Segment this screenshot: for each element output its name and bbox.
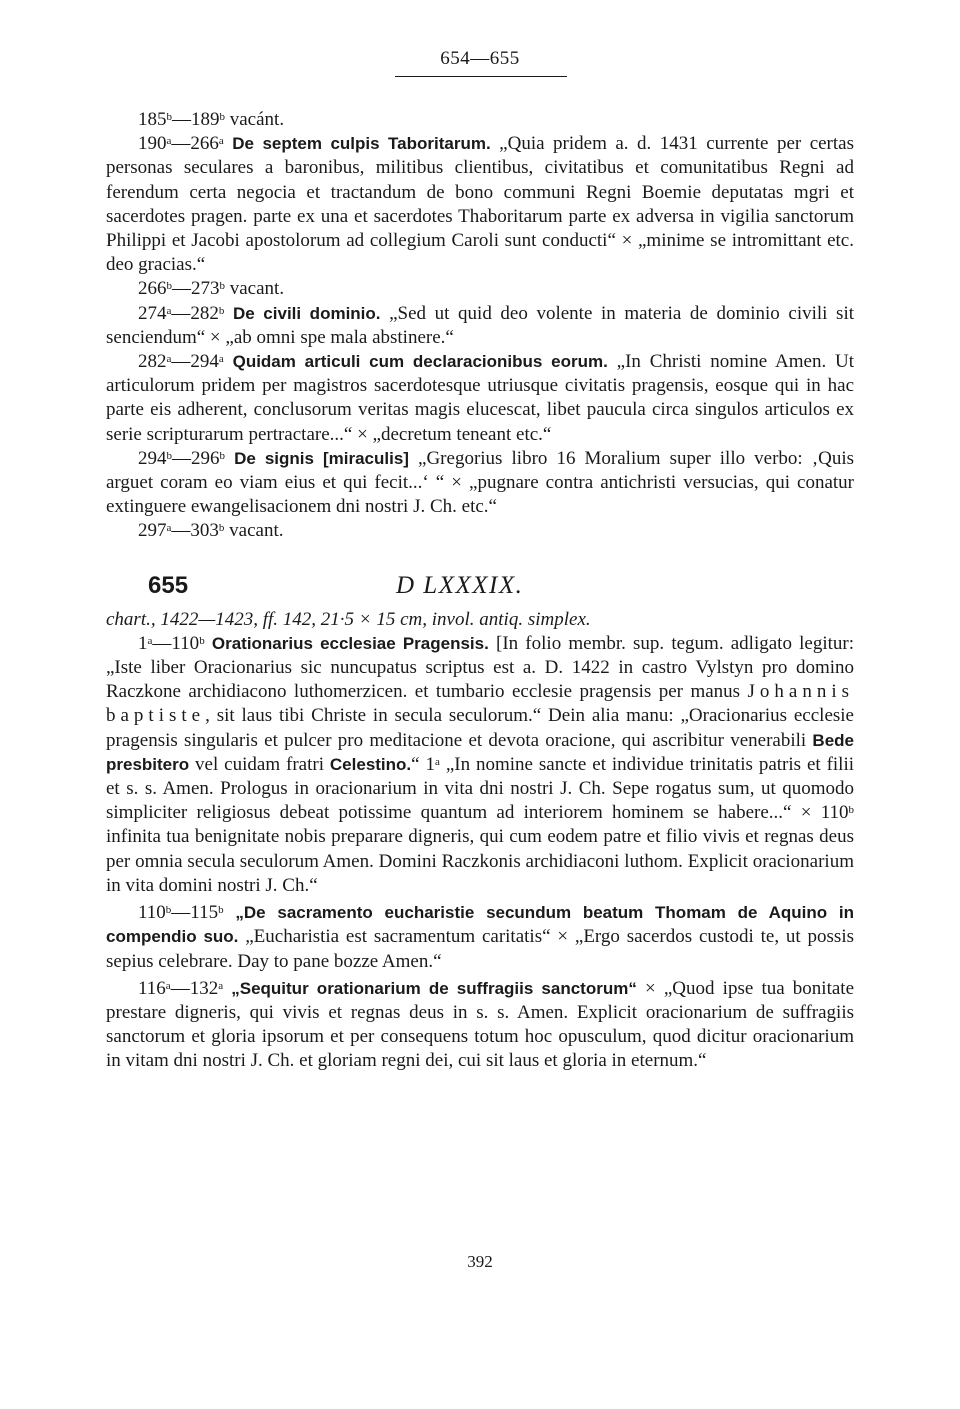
- entry-274a: 274$^a$—282$^b$ De civili dominio. „Sed ut quid deo volente in materia de dominio civili sit senciendum“ × „ab omni spe mala abstinere.“: [106, 302, 855, 348]
- entry-294b: 294$^b$—296$^b$ De signis [miraculis] „Gregorius libro 16 Moralium super illo verbo: ‚Quis arguet coram eo viam eius et qui fecit...‘ “ × „pugnare contra antichristi versucias, qui conatur extinguere ewangelisacionem dni nostri J. Ch. etc.“: [106, 447, 854, 518]
- scribe-name: Johannis baptiste: [106, 681, 854, 727]
- entry-title: De septem culpis Taboritarum.: [232, 134, 491, 154]
- section-description: chart., 1422—1423, ff. 142, 21·5 × 15 cm, invol. antiq. simplex.: [106, 608, 591, 630]
- entry-185b: 185$^b$—189$^b$ vacánt.: [138, 109, 285, 130]
- section-title: D LXXXIX.: [396, 571, 524, 599]
- section-number: 655: [148, 571, 189, 599]
- entry-title: „Sequitur orationarium de suffragiis sanctorum“: [231, 978, 637, 998]
- entry-title: De signis [miraculis]: [234, 448, 409, 468]
- entry-title: Quidam articuli cum declaracionibus eorum.: [232, 352, 608, 372]
- entry-190a: 190$^a$—266$^a$ De septem culpis Taboritarum. „Quia pridem a. d. 1431 currente per certas personas seculares a baronibus, militibus clientibus, civitatibus et comunitatibus Regni ad ferendum certa negocia et tractandum de bono communi Regni Boemie deputatas mgri et sacerdotes pragen. parte ex una et sacerdotes Thaboritarum parte ex adversa in vigilia sanctorum Philippi et Jacobi apostolorum ad collegium Caroli sunt conducti“ × „minime se intromittant etc. deo gracias.“: [106, 133, 854, 276]
- entry-282a: 282$^a$—294$^a$ Quidam articuli cum declaracionibus eorum. „In Christi nomine Amen. Ut articulorum pridem per magistros sacerdotesque utriusque civitatis pragensis, eosque qui in hac parte eis adherent, conclusorum veritas magis elucescat, libet paucula circa singulos articulos ex serie scripturarum pertractare...“ × „decretum teneant etc.“: [106, 351, 854, 445]
- entry-1a: 1$^a$—110$^b$ Orationarius ecclesiae Pragensis. [In folio membr. sup. tegum. adligato legitur: „Iste liber Oracionarius sic nuncupatus scriptus est a. D. 1422 in castro Vylstyn pro domino Raczkone archidiacono luthomerzicen. et tumbario ecclesie pragensis per manus Johannis baptiste, sit laus tibi Christe in secula seculorum.“ Dein alia manu: „Oracionarius ecclesie pragensis singularis et pulcer pro meditacione et devota oracione, qui ascribitur venerabili Bede presbitero vel cuidam fratri Celestino.“ 1$^a$ „In nomine sancte et individue trinitatis patris et filii et s. s. Amen. Prologus in oracionarium in vita dni nostri J. Ch. Sepe rogatus sum, ut quomodo simpliciter religiosus debeat potissime quantum ad interiorem hominem se habere...“ × $110^b$ infinita tua benignitate nobis preparare digneris, qui cum eodem patre et filio vivis et regnas deus per omnia secula seculorum Amen. Domini Raczkonis archidiaconi luthom. Explicit oracionarium in vita domini nostri J. Ch.“: [106, 632, 855, 896]
- header-rule: [395, 76, 567, 77]
- author-name: Celestino.: [329, 754, 412, 774]
- entry-110b: 110$^b$—115$^b$ „De sacramento eucharistie secundum beatum Thomam de Aquino in compendio suo. „Eucharistia est sacramentum caritatis“ × „Ergo sacerdos custodi te, ut possis sepius celebrare. Day to pane bozze Amen.“: [106, 902, 854, 972]
- entry-297a: 297$^a$—303$^b$ vacant.: [138, 520, 284, 542]
- entry-title: „De sacramento eucharistie secundum beatum Thomam de Aquino in compendio suo.: [106, 903, 854, 947]
- entry-266b: 266$^b$—273$^b$ vacant.: [138, 278, 285, 300]
- author-name: Bede presbitero: [106, 730, 854, 774]
- page-content: [106, 108, 854, 1074]
- running-header: 654—655: [440, 48, 520, 69]
- section-heading: [106, 562, 854, 608]
- entry-116a: 116$^a$—132$^a$ „Sequitur orationarium de suffragiis sanctorum“ × „Quod ipse tua bonitate prestare digneris, qui vivis et regnas deus in s. s. Amen. Explicit oracionarium de suffragiis sanctorum et gloria ipsorum et per consequens totum hoc opusculum, quod dicitur oracionarium in vitam dni nostri J. Ch. et gloriam regni dei, cui sit laus et gloria in eternum.“: [106, 977, 855, 1072]
- page-number: 392: [467, 1252, 493, 1271]
- entry-title: Orationarius ecclesiae Pragensis.: [211, 633, 489, 653]
- entry-title: De civili dominio.: [233, 303, 381, 323]
